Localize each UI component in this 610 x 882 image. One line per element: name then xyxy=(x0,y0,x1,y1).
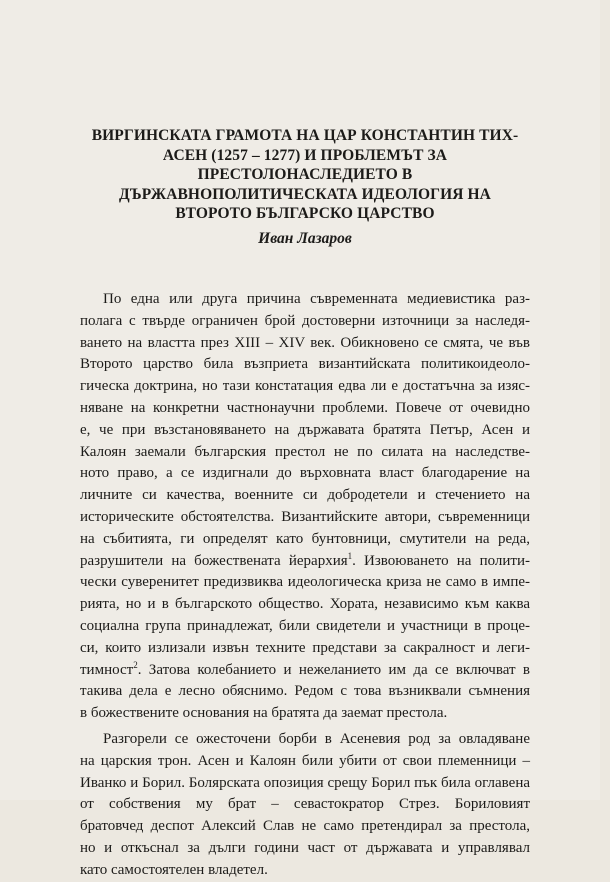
article-author: Иван Лазаров xyxy=(258,230,352,247)
text-line: си, които излизали извън техните представи за сакралност и леги- xyxy=(80,639,530,656)
text-line: като самостоятелен владетел. xyxy=(80,861,268,878)
paragraph-1 xyxy=(80,289,530,725)
text-line: е, че при възстановяването на държавата братята Петър, Асен и xyxy=(80,421,530,438)
text-line: чески суверенитет предизвиква идеологическа криза не само в импе- xyxy=(80,574,530,591)
text-line: Второто царство била възприета византийската политикоидеоло- xyxy=(80,356,530,373)
text-line: на събитията, ги определят като бунтовници, смутители на реда, xyxy=(80,530,530,547)
text-line: гическа доктрина, но тази констатация едва ли е достатъчна за изяс- xyxy=(80,378,530,395)
title-line: ВТОРОТО БЪЛГАРСКО ЦАРСТВО xyxy=(175,205,435,222)
text-line: Разгорели се ожесточени борби в Асеневия род за овладяване xyxy=(103,730,530,747)
title-line: ПРЕСТОЛОНАСЛЕДИЕТО В xyxy=(197,166,413,183)
paragraph-2 xyxy=(80,729,530,882)
text-line: братовчед деспот Алексий Слав не само претендирал за престола, xyxy=(80,818,530,835)
text-fragment: . Затова колебанието и нежеланието им да се включват в xyxy=(137,661,530,678)
text-line-with-footnote xyxy=(80,660,530,682)
title-line: АСЕН (1257 – 1277) И ПРОБЛЕМЪТ ЗА xyxy=(162,146,448,164)
text-line: полага с твърде ограничен брой достоверни източници за наследя- xyxy=(80,312,530,329)
text-fragment: разрушители на божествената йерархия xyxy=(80,552,348,569)
text-line: ването на властта през XIII – XIV век. Обикновено се смята, че във xyxy=(80,334,530,351)
text-line: на царския трон. Асен и Калоян били убити от свои племенници – xyxy=(80,752,530,769)
title-line: ВИРГИНСКАТА ГРАМОТА НА ЦАР КОНСТАНТИН ТИХ- xyxy=(91,127,519,144)
text-fragment: . Извоюването на полити- xyxy=(352,552,530,569)
text-line: социална група принадлежат, били свидетели и участници в проце- xyxy=(80,617,530,634)
text-line: По една или друга причина съвременната медиевистика раз- xyxy=(103,291,530,307)
text-line-with-footnote xyxy=(80,551,530,573)
text-line: ното право, а се издигнали до върховната власт благодарение на xyxy=(80,465,530,482)
text-line: но и откъснал за дълги години част от държавата и управлявал xyxy=(80,839,530,856)
text-line: историческите обстоятелства. Византийските автори, съвременници xyxy=(80,508,530,525)
title-line: ДЪРЖАВНОПОЛИТИЧЕСКАТА ИДЕОЛОГИЯ НА xyxy=(119,185,491,203)
text-line: Калоян заемали българския престол не по силата на наследстве- xyxy=(80,443,530,460)
text-line: в божествените основания на братята да заемат престола. xyxy=(80,705,448,722)
text-fragment: тимност xyxy=(80,661,134,678)
text-line: няване на конкретни частнонаучни проблеми. Повече от очевидно xyxy=(80,399,530,416)
text-line: личните си качества, военните си добродетели и стечението на xyxy=(80,487,530,504)
text-line: рията, но и в българското общество. Хората, независимо към каква xyxy=(80,596,530,613)
footnote-ref-1[interactable]: 1 xyxy=(347,550,353,561)
text-line: такива дела е лесно обяснимо. Редом с това възниквали съмнения xyxy=(80,683,530,700)
article-title xyxy=(90,126,520,224)
footnote-ref-2[interactable]: 2 xyxy=(133,659,138,670)
text-line: от собствения му брат – севастократор Стрез. Бориловият xyxy=(80,796,530,813)
text-line: Иванко и Борил. Болярската опозиция срещу Борил пък била оглавена xyxy=(80,774,530,791)
article-body xyxy=(80,289,530,882)
